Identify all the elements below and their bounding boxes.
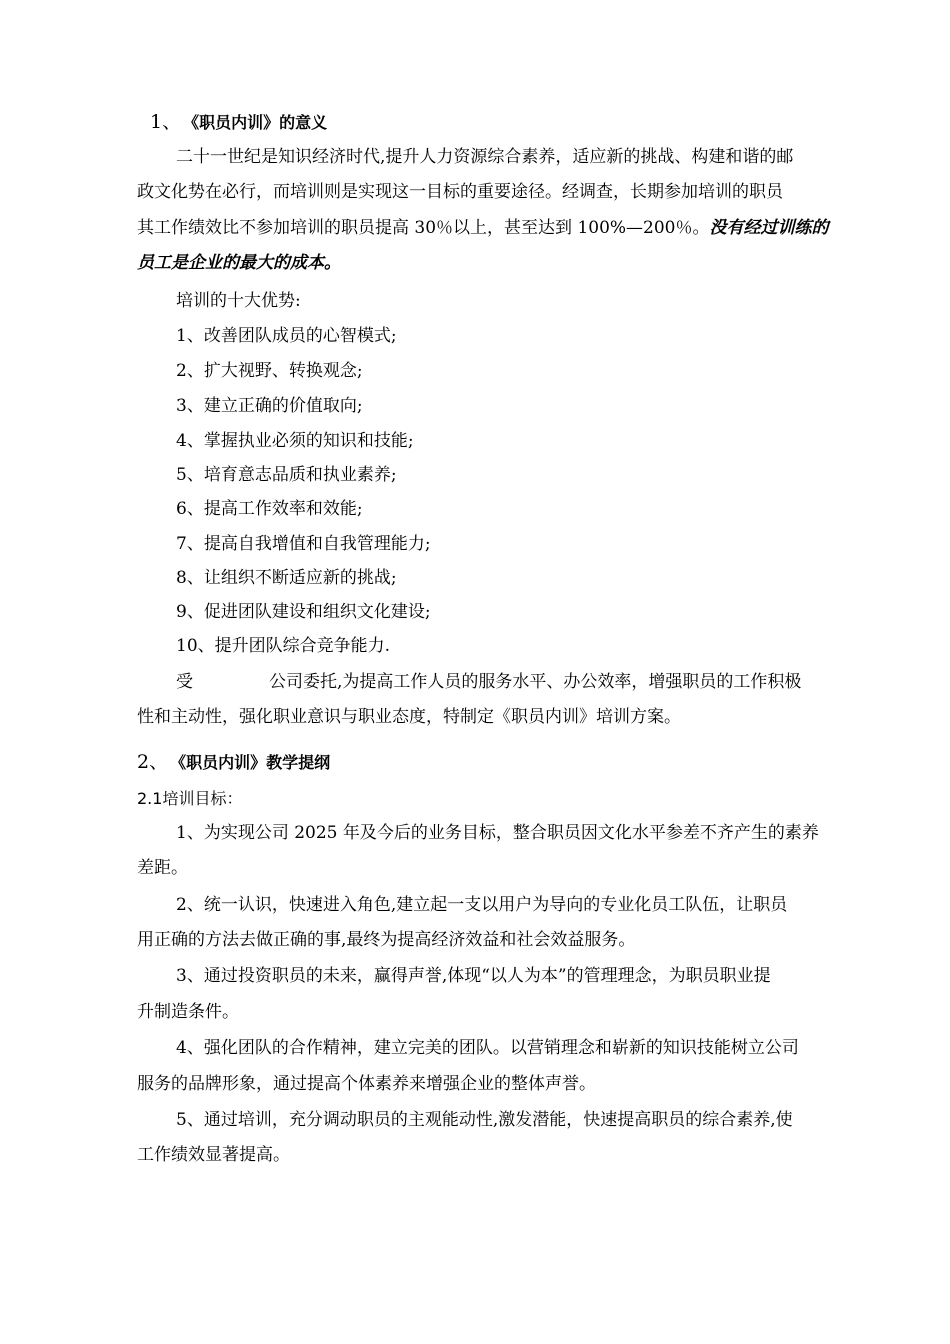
goal-line: 5、通过培训，充分调动职员的主观能动性,激发潜能，快速提高职员的综合素养,使	[176, 1110, 793, 1130]
commission-line-2: 性和主动性，强化职业意识与职业态度，特制定《职员内训》培训方案。	[137, 707, 681, 727]
goal-line: 差距。	[137, 858, 188, 878]
advantage-item: 9、促进团队建设和组织文化建设;	[176, 602, 431, 622]
goal-line: 2、统一认识，快速进入角色,建立起一支以用户为导向的专业化员工队伍，让职员	[176, 895, 788, 915]
goal-line: 3、通过投资职员的未来，赢得声誉,体现“以人为本”的管理理念，为职员职业提	[176, 966, 771, 986]
goal-line: 1、为实现公司 2025 年及今后的业务目标，整合职员因文化水平参差不齐产生的素养	[176, 823, 819, 843]
intro-paragraph-line-1: 二十一世纪是知识经济时代,提升人力资源综合素养，适应新的挑战、构建和谐的邮	[176, 147, 794, 167]
intro-paragraph-text: 其工作绩效比不参加培训的职员提高 30％以上，甚至达到 100%—200％。	[137, 218, 710, 238]
section-2-title: 《职员内训》教学提纲	[178, 753, 331, 772]
goal-line: 工作绩效显著提高。	[137, 1145, 290, 1165]
intro-emphasis-end: 员工是企业的最大的成本。	[137, 253, 341, 273]
advantage-item: 8、让组织不断适应新的挑战;	[176, 568, 397, 588]
intro-paragraph-line-2: 政文化势在必行，而培训则是实现这一目标的重要途径。经调查，长期参加培训的职员	[137, 182, 783, 202]
section-1-title: 《职员内训》的意义	[191, 113, 328, 132]
advantage-item: 2、扩大视野、转换观念;	[176, 361, 363, 381]
advantage-item: 10、提升团队综合竞争能力.	[176, 636, 391, 656]
training-goals-title: 2.1培训目标：	[137, 789, 243, 808]
section-2-number: 2、	[137, 751, 169, 773]
advantage-item: 4、掌握执业必须的知识和技能;	[176, 431, 414, 451]
advantage-item: 6、提高工作效率和效能;	[176, 499, 363, 519]
goal-line: 服务的品牌形象，通过提高个体素养来增强企业的整体声誉。	[137, 1074, 596, 1094]
section-1-heading	[150, 111, 900, 134]
section-1-number: 1、	[150, 111, 182, 133]
advantage-item: 5、培育意志品质和执业素养;	[176, 465, 397, 485]
intro-paragraph-line-3	[137, 217, 887, 239]
advantage-item: 3、建立正确的价值取向;	[176, 396, 363, 416]
goal-line: 用正确的方法去做正确的事,最终为提高经济效益和社会效益服务。	[137, 930, 636, 950]
commission-line-1	[176, 671, 887, 693]
advantage-item: 1、改善团队成员的心智模式;	[176, 326, 397, 346]
commission-start: 受	[176, 672, 193, 692]
section-2-heading	[137, 751, 887, 774]
intro-paragraph-line-4	[137, 252, 887, 274]
goal-line: 升制造条件。	[137, 1002, 239, 1022]
commission-rest: 公司委托,为提高工作人员的服务水平、办公效率，增强职员的工作积极	[269, 672, 802, 692]
advantage-item: 7、提高自我增值和自我管理能力;	[176, 534, 431, 554]
intro-emphasis-start: 没有经过训练的	[709, 218, 829, 238]
advantages-title: 培训的十大优势:	[176, 291, 301, 311]
goal-line: 4、强化团队的合作精神，建立完美的团队。以营销理念和崭新的知识技能树立公司	[176, 1038, 799, 1058]
